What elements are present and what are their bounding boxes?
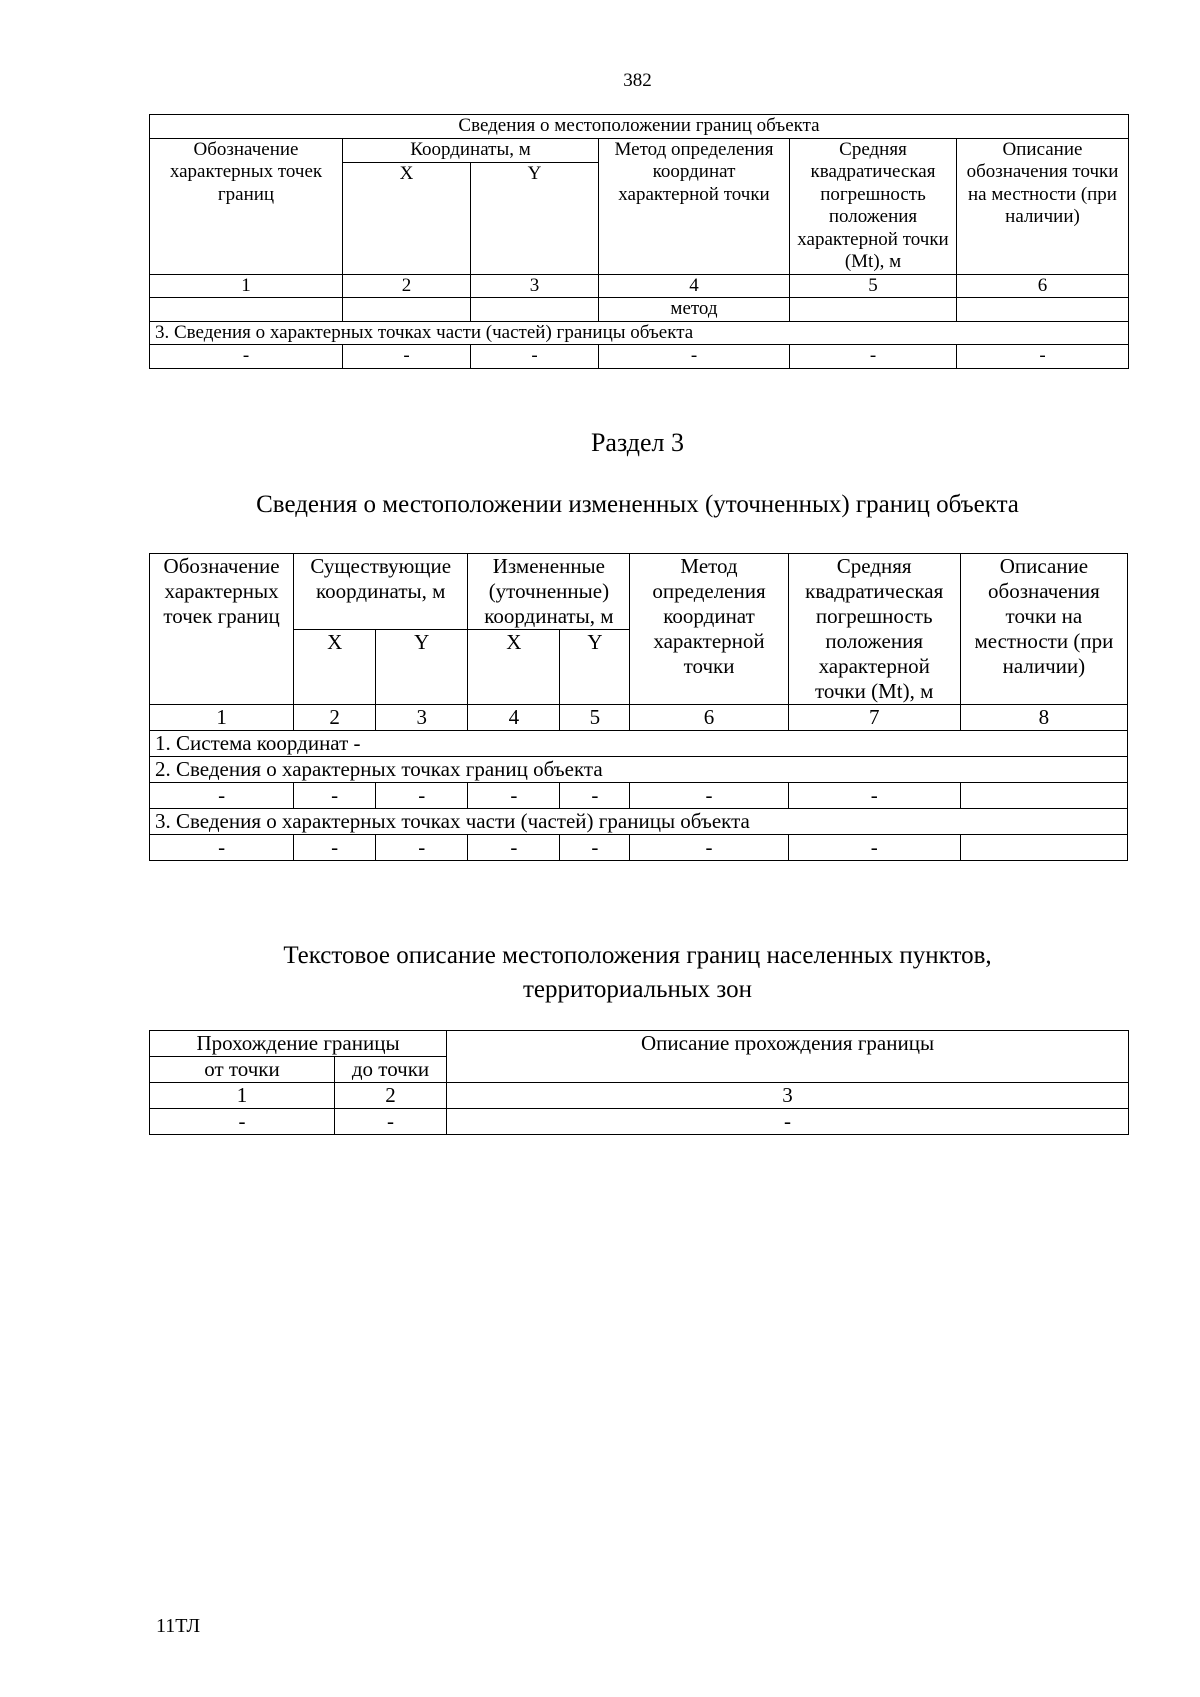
text-description-title-line: Текстовое описание местоположения границ населенных пунктов,: [283, 942, 992, 969]
column-number: 3: [376, 705, 468, 731]
table-cell: [471, 298, 599, 322]
header-to-point: до точки: [335, 1057, 447, 1083]
column-number: 7: [788, 705, 960, 731]
column-number: 2: [335, 1083, 447, 1109]
header-y: Y: [471, 162, 599, 274]
header-description: Описание обозначения точки на местности (при наличии): [957, 138, 1129, 274]
table-cell: -: [150, 1109, 335, 1135]
footer-code: 11ТЛ: [156, 1615, 201, 1637]
table-cell: -: [343, 345, 471, 369]
column-number: 2: [294, 705, 376, 731]
table-cell: -: [468, 835, 560, 861]
table-cell: [150, 298, 343, 322]
header-y: Y: [376, 630, 468, 705]
table-cell: -: [560, 783, 630, 809]
header-description: Описание обозначения точки на местности (при наличии): [960, 554, 1127, 705]
method-cell: метод: [599, 298, 790, 322]
section-subtitle: Сведения о местоположении измененных (уточненных) границ объекта: [256, 491, 1019, 518]
page-number: 382: [623, 70, 652, 91]
section-row: 1. Система координат -: [150, 731, 1128, 757]
header-mt: Средняя квадратическая погрешность положения характерной точки (Mt), м: [788, 554, 960, 705]
table-cell: -: [599, 345, 790, 369]
table-cell: -: [294, 835, 376, 861]
column-number: 6: [630, 705, 788, 731]
table-cell: [790, 298, 957, 322]
boundary-passage-table: [149, 1030, 1129, 1135]
column-number: 5: [790, 274, 957, 298]
table-cell: -: [150, 835, 294, 861]
table-cell: -: [957, 345, 1129, 369]
table-cell: [960, 835, 1127, 861]
column-number: 1: [150, 705, 294, 731]
table-cell: [343, 298, 471, 322]
column-number: 8: [960, 705, 1127, 731]
changed-boundaries-table: [149, 553, 1128, 861]
header-description: Описание прохождения границы: [447, 1031, 1129, 1083]
header-x: X: [343, 162, 471, 274]
header-passage: Прохождение границы: [150, 1031, 447, 1057]
table-cell: [957, 298, 1129, 322]
section-row: 2. Сведения о характерных точках границ объекта: [150, 757, 1128, 783]
text-description-title-line: территориальных зон: [522, 976, 753, 1003]
section-row: 3. Сведения о характерных точках части (частей) границы объекта: [150, 809, 1128, 835]
boundary-location-table: [149, 114, 1129, 369]
header-method: Метод определения координат характерной точки: [599, 138, 790, 274]
header-from-point: от точки: [150, 1057, 335, 1083]
table-cell: -: [560, 835, 630, 861]
table-cell: -: [447, 1109, 1129, 1135]
header-x: X: [294, 630, 376, 705]
header-changed-coordinates: Измененные (уточненные) координаты, м: [468, 554, 630, 630]
header-y: Y: [560, 630, 630, 705]
header-coordinates: Координаты, м: [343, 138, 599, 162]
column-number: 3: [471, 274, 599, 298]
column-number: 5: [560, 705, 630, 731]
table-cell: -: [335, 1109, 447, 1135]
table-cell: -: [150, 345, 343, 369]
header-existing-coordinates: Существующие координаты, м: [294, 554, 468, 630]
table-cell: [960, 783, 1127, 809]
column-number: 1: [150, 1083, 335, 1109]
column-number: 6: [957, 274, 1129, 298]
table-cell: -: [150, 783, 294, 809]
column-number: 4: [468, 705, 560, 731]
table-cell: -: [788, 835, 960, 861]
header-points: Обозначение характерных точек границ: [150, 554, 294, 705]
column-number: 3: [447, 1083, 1129, 1109]
table-cell: -: [630, 783, 788, 809]
column-number: 1: [150, 274, 343, 298]
table-cell: -: [468, 783, 560, 809]
header-points: Обозначение характерных точек границ: [150, 138, 343, 274]
column-number: 2: [343, 274, 471, 298]
table-title: Сведения о местоположении границ объекта: [150, 115, 1129, 139]
column-number: 4: [599, 274, 790, 298]
section-title: Раздел 3: [590, 428, 685, 457]
table-cell: -: [376, 783, 468, 809]
header-x: X: [468, 630, 560, 705]
table-cell: -: [630, 835, 788, 861]
section-row: 3. Сведения о характерных точках части (частей) границы объекта: [150, 321, 1129, 345]
table-cell: -: [471, 345, 599, 369]
table-cell: -: [376, 835, 468, 861]
header-mt: Средняя квадратическая погрешность положения характерной точки (Mt), м: [790, 138, 957, 274]
table-cell: -: [294, 783, 376, 809]
header-method: Метод определения координат характерной точки: [630, 554, 788, 705]
text-description-title: [0, 939, 1200, 1007]
table-cell: -: [790, 345, 957, 369]
table-cell: -: [788, 783, 960, 809]
